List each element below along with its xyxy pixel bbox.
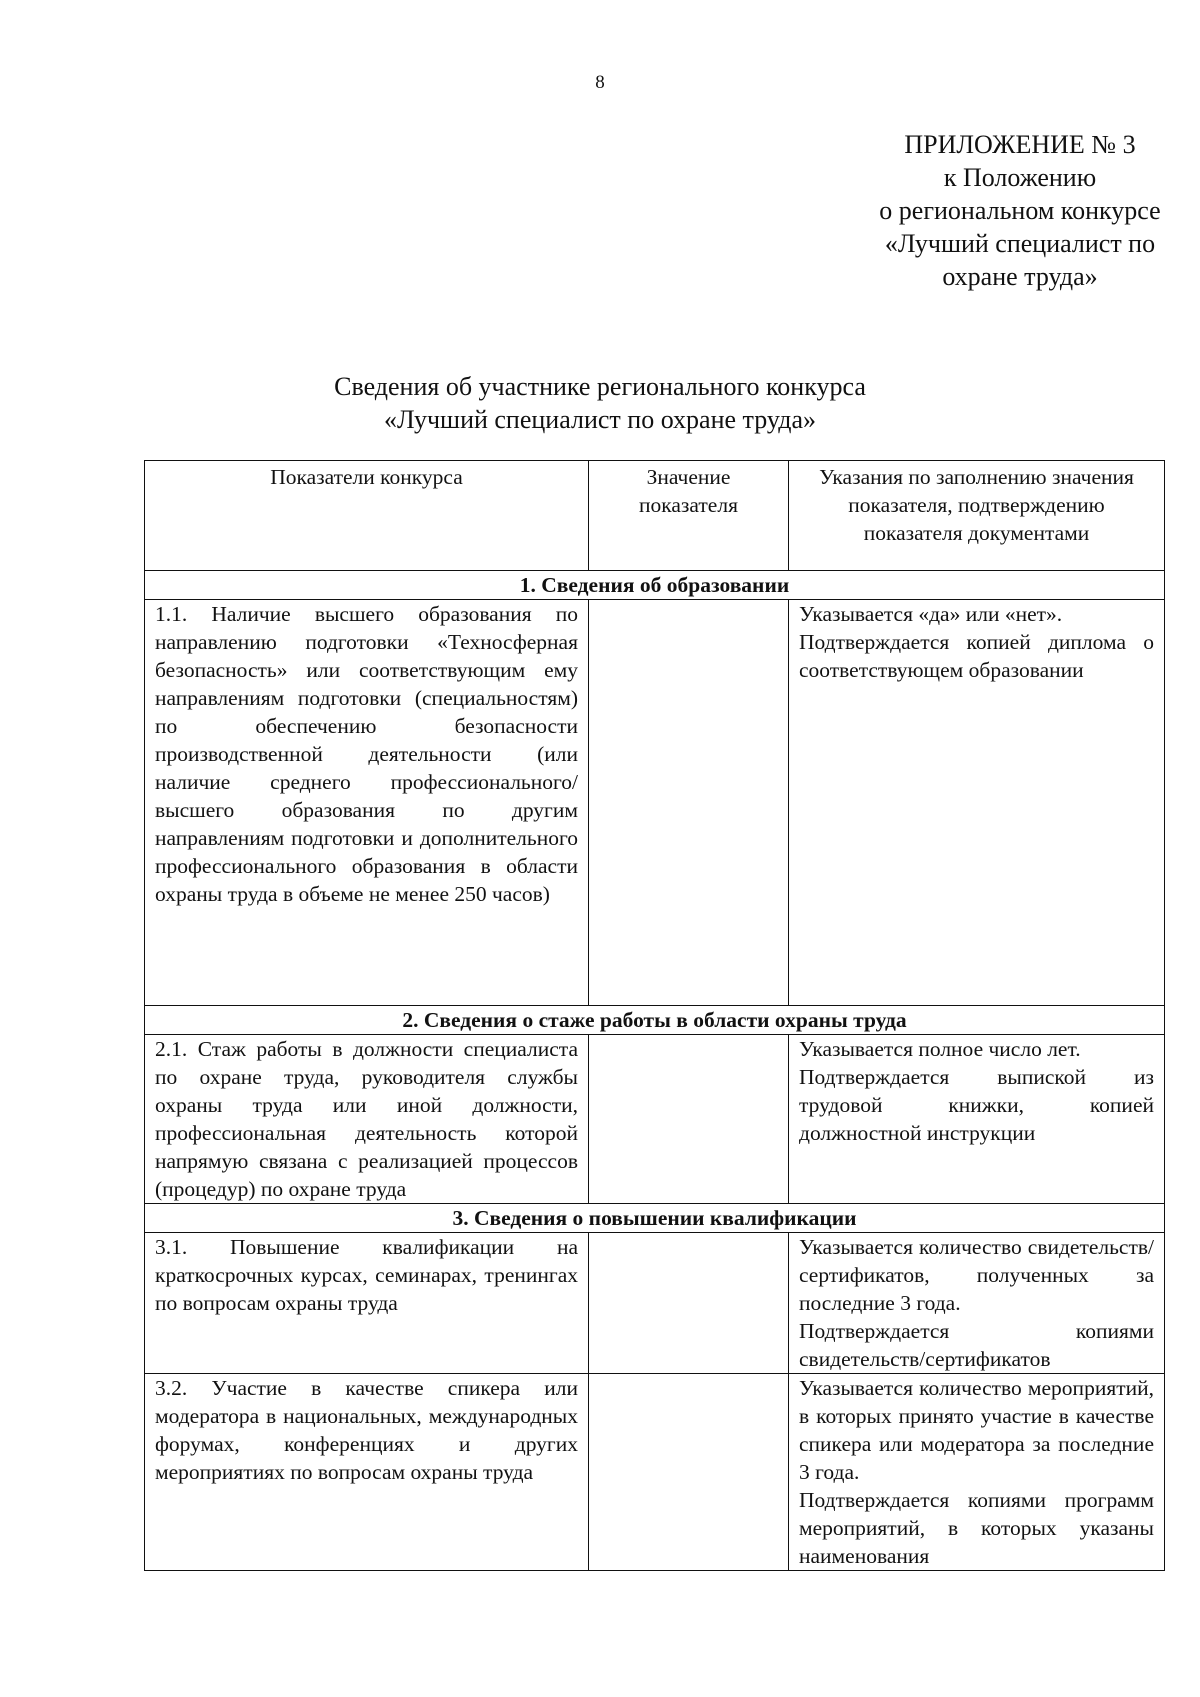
section-row xyxy=(145,1204,1165,1233)
appendix-line: о региональном конкурсе xyxy=(879,196,1161,225)
table-row xyxy=(145,600,1165,1006)
appendix-block xyxy=(820,128,1200,293)
table-row xyxy=(145,1374,1165,1571)
section-title-education: 1. Сведения об образовании xyxy=(145,571,1165,600)
section-title-qualification: 3. Сведения о повышении квалификации xyxy=(145,1204,1165,1233)
value-cell[interactable] xyxy=(589,600,789,1006)
indicator-cell: 2.1. Стаж работы в должности специалиста по охране труда, руководителя службы охраны труда или иной должности, профессиональная деятельность которой напрямую связана с реализацией процессов (процедур) по охране труда xyxy=(145,1035,589,1204)
page-number: 8 xyxy=(595,72,605,93)
instructions-cell xyxy=(789,600,1165,1006)
appendix-line: «Лучший специалист по xyxy=(884,229,1156,258)
header-indicators: Показатели конкурса xyxy=(145,461,589,571)
indicator-cell: 1.1. Наличие высшего образования по направлению подготовки «Техносферная безопасность» или соответствующим ему направлениям подготовки (специальностям) по обеспечению безопасности производственной деятельности (или наличие среднего профессионального/высшего образования по другим направлениям подготовки и дополнительного профессионального образования в области охраны труда в объеме не менее 250 часов) xyxy=(145,600,589,1006)
value-cell[interactable] xyxy=(589,1374,789,1571)
value-cell[interactable] xyxy=(589,1035,789,1204)
indicator-cell: 3.2. Участие в качестве спикера или модератора в национальных, международных форумах, конференциях и других мероприятиях по вопросам охраны труда xyxy=(145,1374,589,1571)
indicators-table xyxy=(144,460,1165,1571)
instruction-line: Указывается количество мероприятий, в которых принято участие в качестве спикера или модератора за последние 3 года. xyxy=(799,1376,1154,1484)
value-cell[interactable] xyxy=(589,1233,789,1374)
instruction-line: Подтверждается копиями свидетельств/сертификатов xyxy=(799,1319,1154,1371)
table-row xyxy=(145,1233,1165,1374)
instructions-cell xyxy=(789,1233,1165,1374)
section-row xyxy=(145,571,1165,600)
instruction-line: Подтверждается копией диплома о соответствующем образовании xyxy=(799,630,1154,682)
instructions-cell xyxy=(789,1035,1165,1204)
instruction-line: Указывается количество свидетельств/сертификатов, полученных за последние 3 года. xyxy=(799,1235,1154,1315)
instructions-cell xyxy=(789,1374,1165,1571)
document-title xyxy=(0,370,1200,436)
instruction-line: Подтверждается выпиской из трудовой книжки, копией должностной инструкции xyxy=(799,1065,1154,1145)
appendix-line: к Положению xyxy=(943,163,1097,192)
section-row xyxy=(145,1006,1165,1035)
appendix-line: ПРИЛОЖЕНИЕ № 3 xyxy=(904,130,1136,159)
table-row xyxy=(145,1035,1165,1204)
appendix-line: охране труда» xyxy=(942,262,1098,291)
document-title-line: «Лучший специалист по охране труда» xyxy=(383,405,817,434)
document-title-line: Сведения об участнике регионального конкурса xyxy=(334,372,866,401)
header-instructions: Указания по заполнению значения показателя, подтверждению показателя документами xyxy=(789,461,1165,571)
instruction-line: Указывается «да» или «нет». xyxy=(799,602,1063,626)
header-value: Значение показателя xyxy=(589,461,789,571)
section-title-experience: 2. Сведения о стаже работы в области охраны труда xyxy=(145,1006,1165,1035)
instruction-line: Указывается полное число лет. xyxy=(799,1037,1081,1061)
instruction-line: Подтверждается копиями программ мероприятий, в которых указаны наименования xyxy=(799,1488,1154,1568)
indicator-cell: 3.1. Повышение квалификации на краткосрочных курсах, семинарах, тренингах по вопросам охраны труда xyxy=(145,1233,589,1374)
table-header-row xyxy=(145,461,1165,571)
